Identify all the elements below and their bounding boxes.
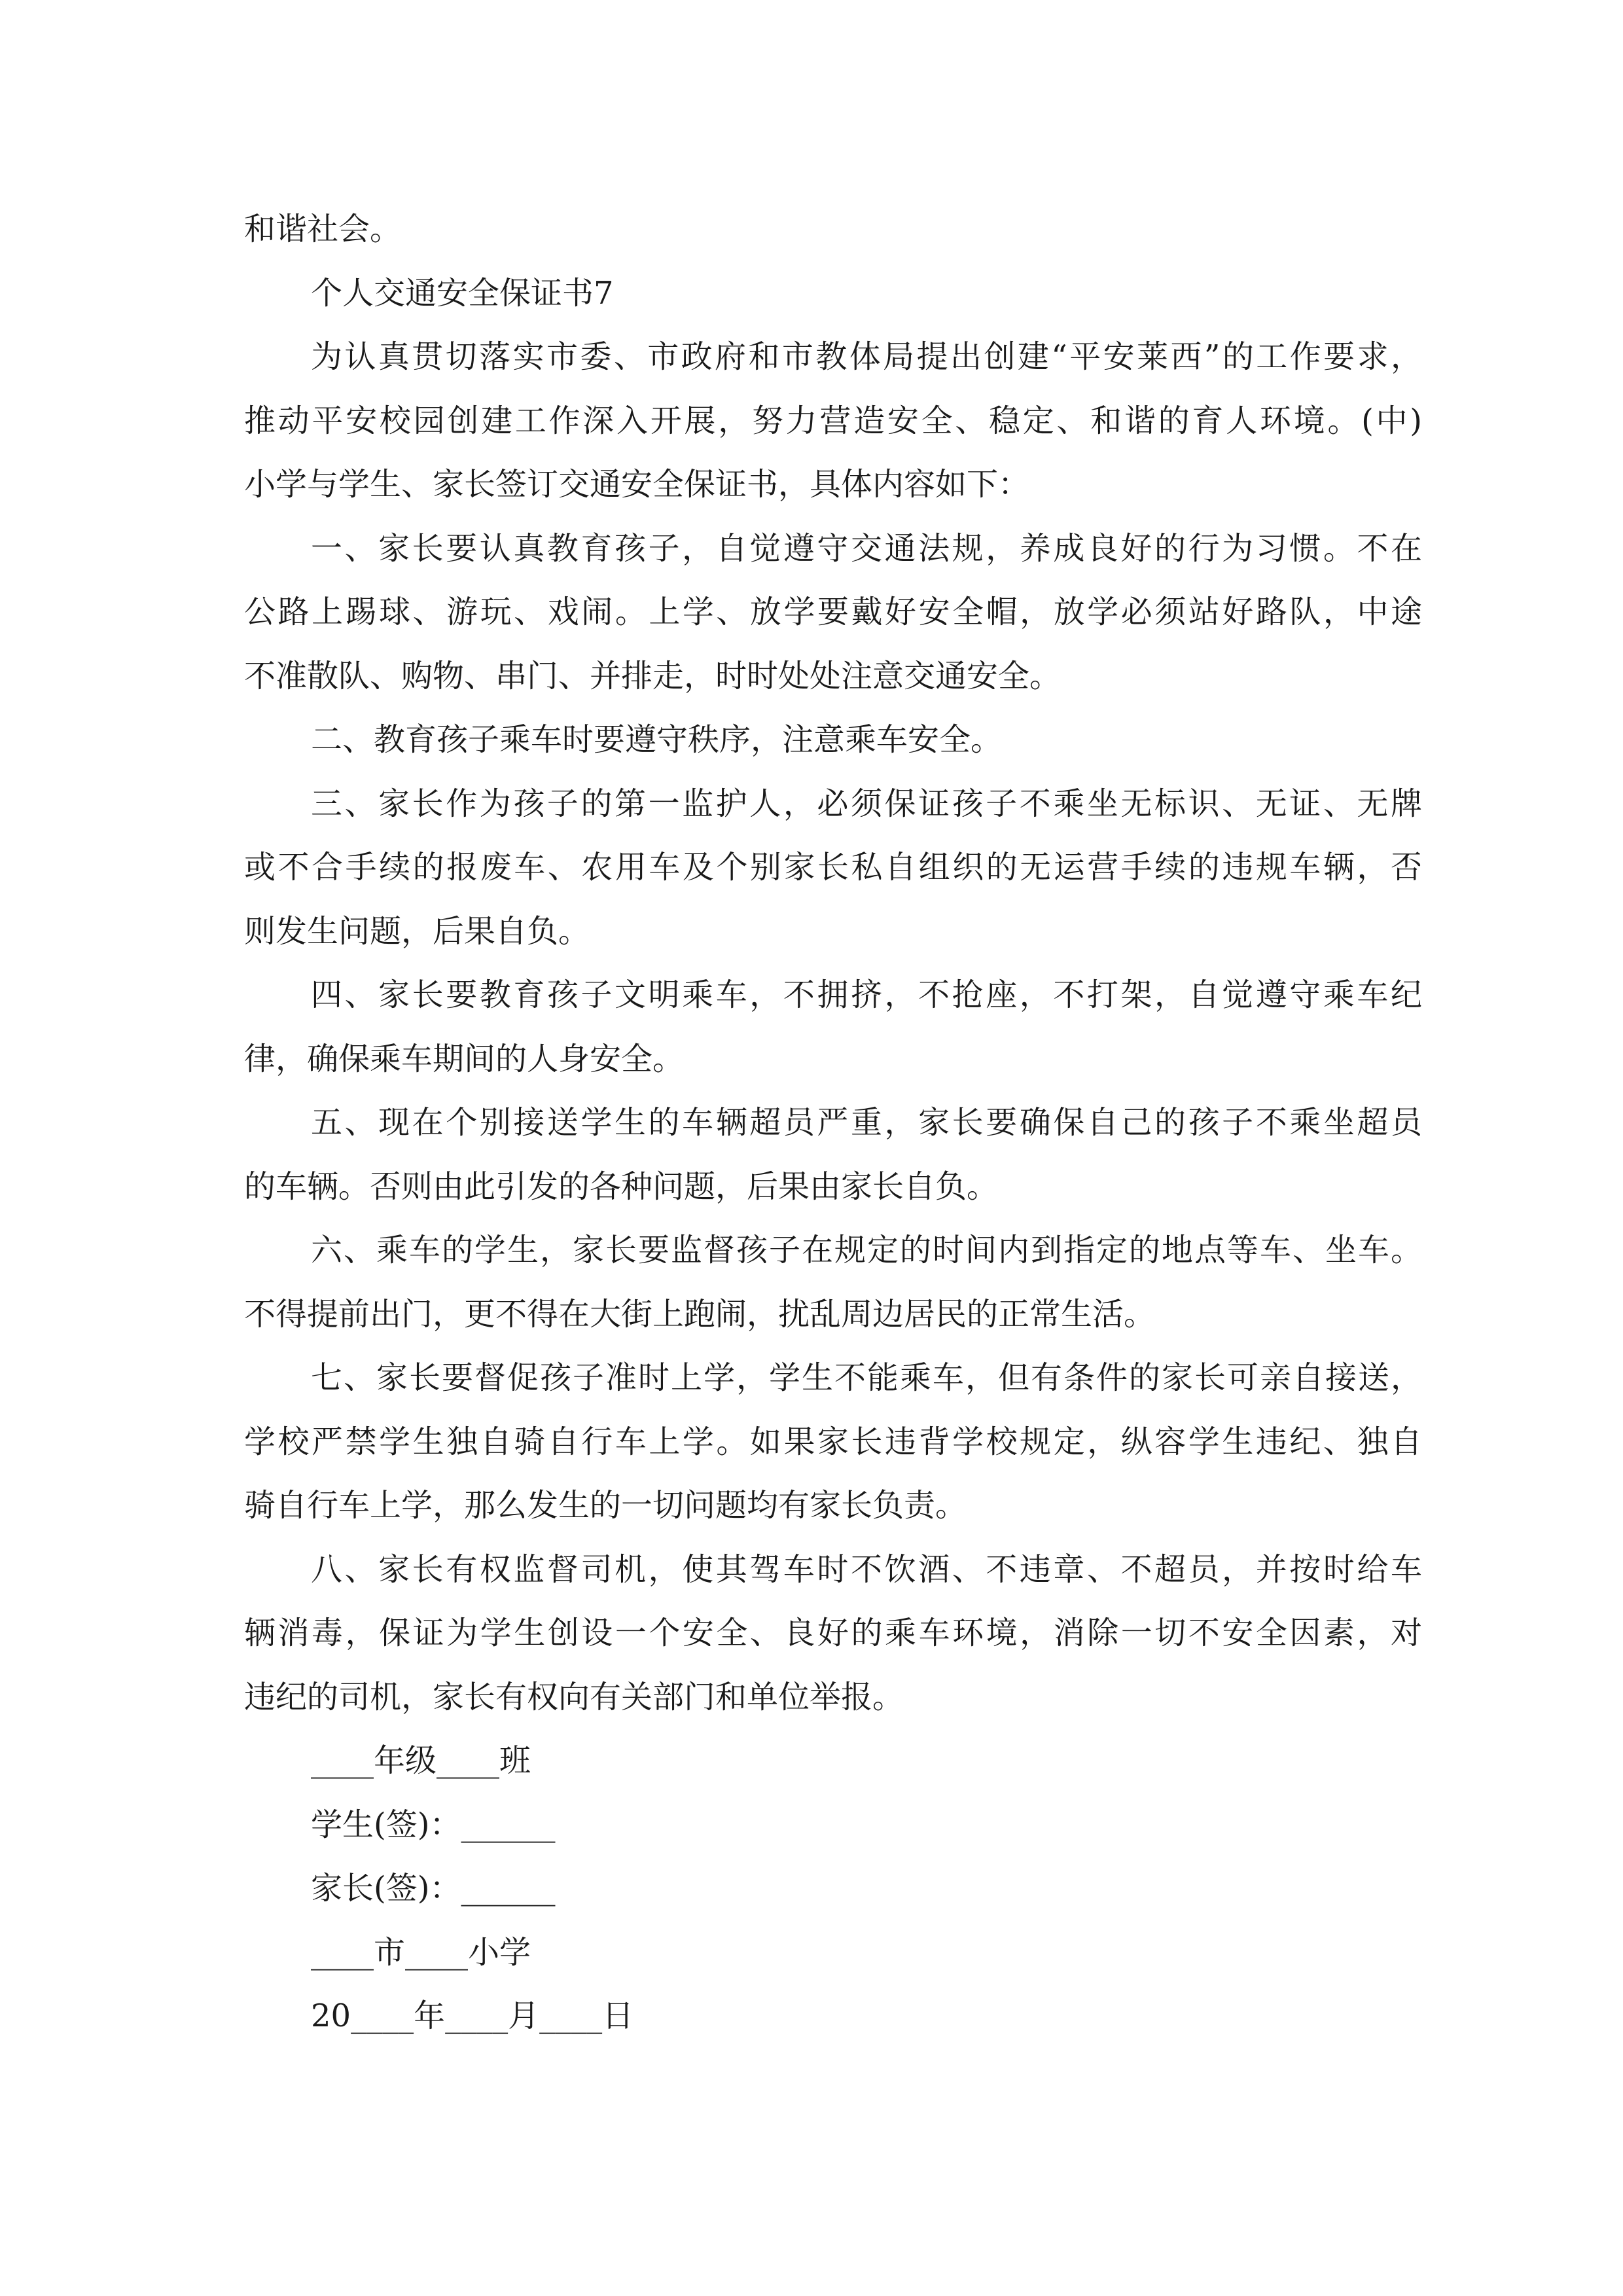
document-line: 的车辆。否则由此引发的各种问题，后果由家长自负。 <box>244 1168 999 1205</box>
document-line: 家长(签)：______ <box>311 1870 556 1907</box>
document-line: 为认真贯切落实市委、市政府和市教体局提出创建“平安莱西”的工作要求， <box>311 338 1422 375</box>
document-line: 五、现在个别接送学生的车辆超员严重，家长要确保自己的孩子不乘坐超员 <box>311 1104 1422 1141</box>
document-line: ____年级____班 <box>311 1742 531 1779</box>
document-line: ____市____小学 <box>311 1933 531 1971</box>
document-line: 骑自行车上学，那么发生的一切问题均有家长负责。 <box>244 1487 967 1524</box>
document-line: 四、家长要教育孩子文明乘车，不拥挤，不抢座，不打架，自觉遵守乘车纪 <box>311 977 1422 1013</box>
document-line: 不准散队、购物、串门、并排走，时时处处注意交通安全。 <box>244 657 1061 694</box>
document-line: 三、家长作为孩子的第一监护人，必须保证孩子不乘坐无标识、无证、无牌 <box>311 785 1422 822</box>
document-line: 小学与学生、家长签订交通安全保证书，具体内容如下： <box>244 466 1030 503</box>
document-line: 违纪的司机，家长有权向有关部门和单位举报。 <box>244 1678 904 1715</box>
document-line: 六、乘车的学生，家长要监督孩子在规定的时间内到指定的地点等车、坐车。 <box>311 1232 1422 1268</box>
document-line: 则发生问题，后果自负。 <box>244 912 590 950</box>
document-line: 学校严禁学生独自骑自行车上学。如果家长违背学校规定，纵容学生违纪、独自 <box>244 1423 1422 1460</box>
document-line: 和谐社会。 <box>244 211 402 247</box>
document-line: 八、家长有权监督司机，使其驾车时不饮酒、不违章、不超员，并按时给车 <box>311 1551 1422 1588</box>
document-line: 20____年____月____日 <box>311 1998 634 2034</box>
document-line: 不得提前出门，更不得在大街上跑闹，扰乱周边居民的正常生活。 <box>244 1295 1156 1333</box>
document-body <box>244 198 1422 2049</box>
document-line: 学生(签)：______ <box>311 1806 556 1843</box>
document-line: 个人交通安全保证书7 <box>311 274 614 312</box>
document-line: 辆消毒，保证为学生创设一个安全、良好的乘车环境，消除一切不安全因素，对 <box>244 1615 1422 1651</box>
document-line: 推动平安校园创建工作深入开展，努力营造安全、稳定、和谐的育人环境。(中) <box>244 402 1422 439</box>
document-line: 一、家长要认真教育孩子，自觉遵守交通法规，养成良好的行为习惯。不在 <box>311 529 1422 567</box>
document-line: 或不合手续的报废车、农用车及个别家长私自组织的无运营手续的违规车辆，否 <box>244 849 1422 886</box>
document-line: 律，确保乘车期间的人身安全。 <box>244 1040 685 1077</box>
document-line: 公路上踢球、游玩、戏闹。上学、放学要戴好安全帽，放学必须站好路队，中途 <box>244 594 1422 630</box>
document-line: 七、家长要督促孩子准时上学，学生不能乘车，但有条件的家长可亲自接送， <box>311 1359 1422 1396</box>
document-line: 二、教育孩子乘车时要遵守秩序，注意乘车安全。 <box>311 721 1003 758</box>
